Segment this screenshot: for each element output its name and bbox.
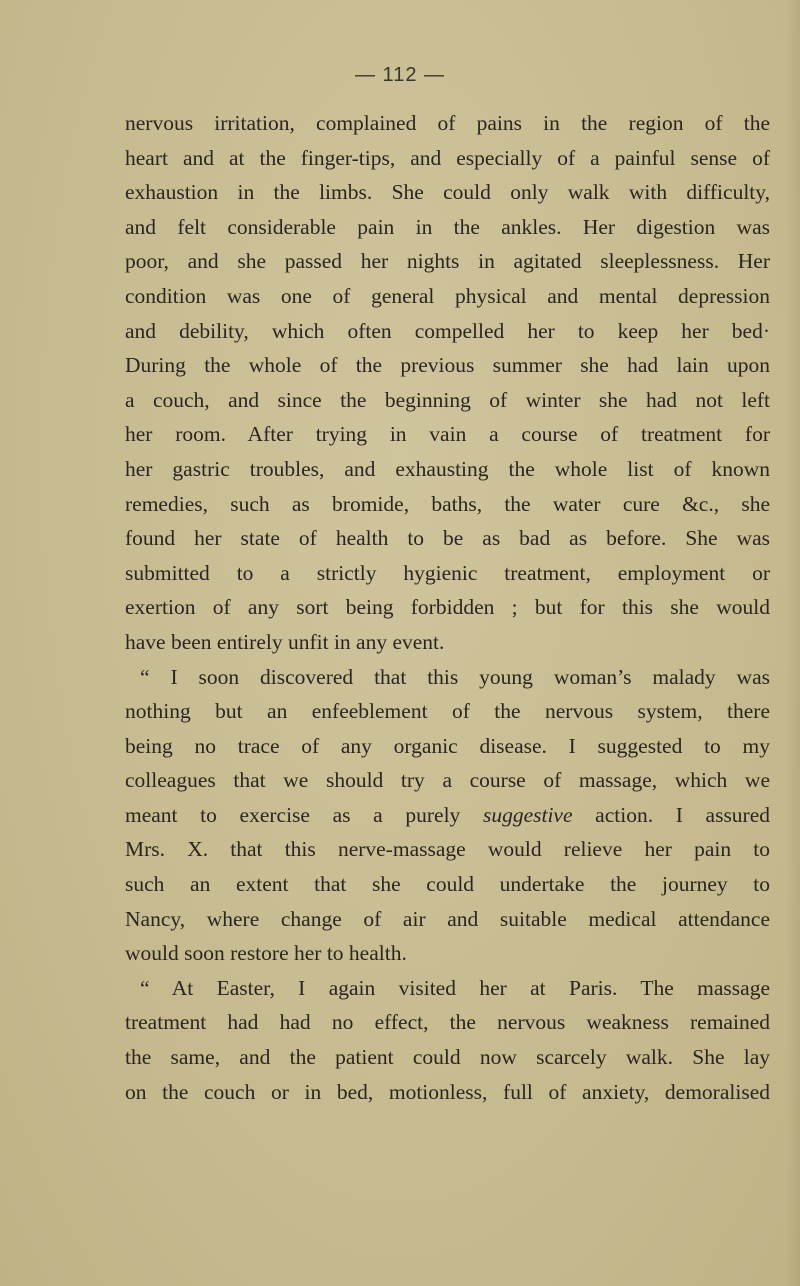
text-line: treatment had had no effect, the nervous weakness remained: [125, 1010, 770, 1035]
text-line: found her state of health to be as bad as before. She was: [125, 526, 770, 551]
italic-word: suggestive: [482, 802, 573, 827]
text-line: nothing but an enfeeblement of the nervous system, there: [125, 699, 770, 724]
text-line: such an extent that she could undertake the journey to: [125, 872, 770, 897]
text-line: nervous irritation, complained of pains in the region of the: [125, 111, 770, 135]
text-line: colleagues that we should try a course of massage, which we: [125, 768, 770, 793]
text-line: During the whole of the previous summer she had lain upon: [125, 353, 770, 378]
text-line: poor, and she passed her nights in agitated sleeplessness. Her: [125, 249, 770, 274]
text-line: remedies, such as bromide, baths, the water cure &c., she: [125, 491, 770, 516]
text-line: “ I soon discovered that this young woman’s malady was: [140, 664, 770, 689]
text-line: exhaustion in the limbs. She could only walk with difficulty,: [125, 180, 770, 205]
text-line-mixed: [125, 798, 770, 833]
text-line: Mrs. X. that this nerve-massage would relieve her pain to: [125, 837, 770, 862]
text-line: “ At Easter, I again visited her at Paris. The massage: [140, 975, 770, 1000]
text-segment: action. I assured: [595, 802, 771, 827]
text-line: being no trace of any organic disease. I suggested to my: [125, 733, 770, 758]
text-line: condition was one of general physical and mental depression: [125, 283, 770, 308]
page-number: — 112 —: [355, 64, 445, 86]
text-line: submitted to a strictly hygienic treatment, employment or: [125, 560, 770, 585]
text-line: and debility, which often compelled her to keep her bed·: [125, 318, 770, 343]
body-text: [125, 106, 770, 1109]
text-line: a couch, and since the beginning of winter she had not left: [125, 387, 770, 412]
text-line: heart and at the finger-tips, and especially of a painful sense of: [125, 145, 770, 170]
text-line: her room. After trying in vain a course of treatment for: [125, 422, 770, 447]
text-line: her gastric troubles, and exhausting the whole list of known: [125, 456, 770, 481]
text-line: would soon restore her to health.: [125, 941, 407, 966]
text-line: have been entirely unfit in any event.: [125, 629, 445, 654]
text-line: on the couch or in bed, motionless, full of anxiety, demoralised: [125, 1079, 770, 1104]
text-segment: meant to exercise as a purely: [125, 802, 461, 827]
text-line: the same, and the patient could now scarcely walk. She lay: [125, 1045, 770, 1070]
text-line: exertion of any sort being forbidden ; but for this she would: [125, 595, 770, 620]
text-line: and felt considerable pain in the ankles. Her digestion was: [125, 214, 770, 239]
page-edge-shadow: [786, 0, 800, 1286]
text-line: Nancy, where change of air and suitable medical attendance: [125, 906, 770, 931]
